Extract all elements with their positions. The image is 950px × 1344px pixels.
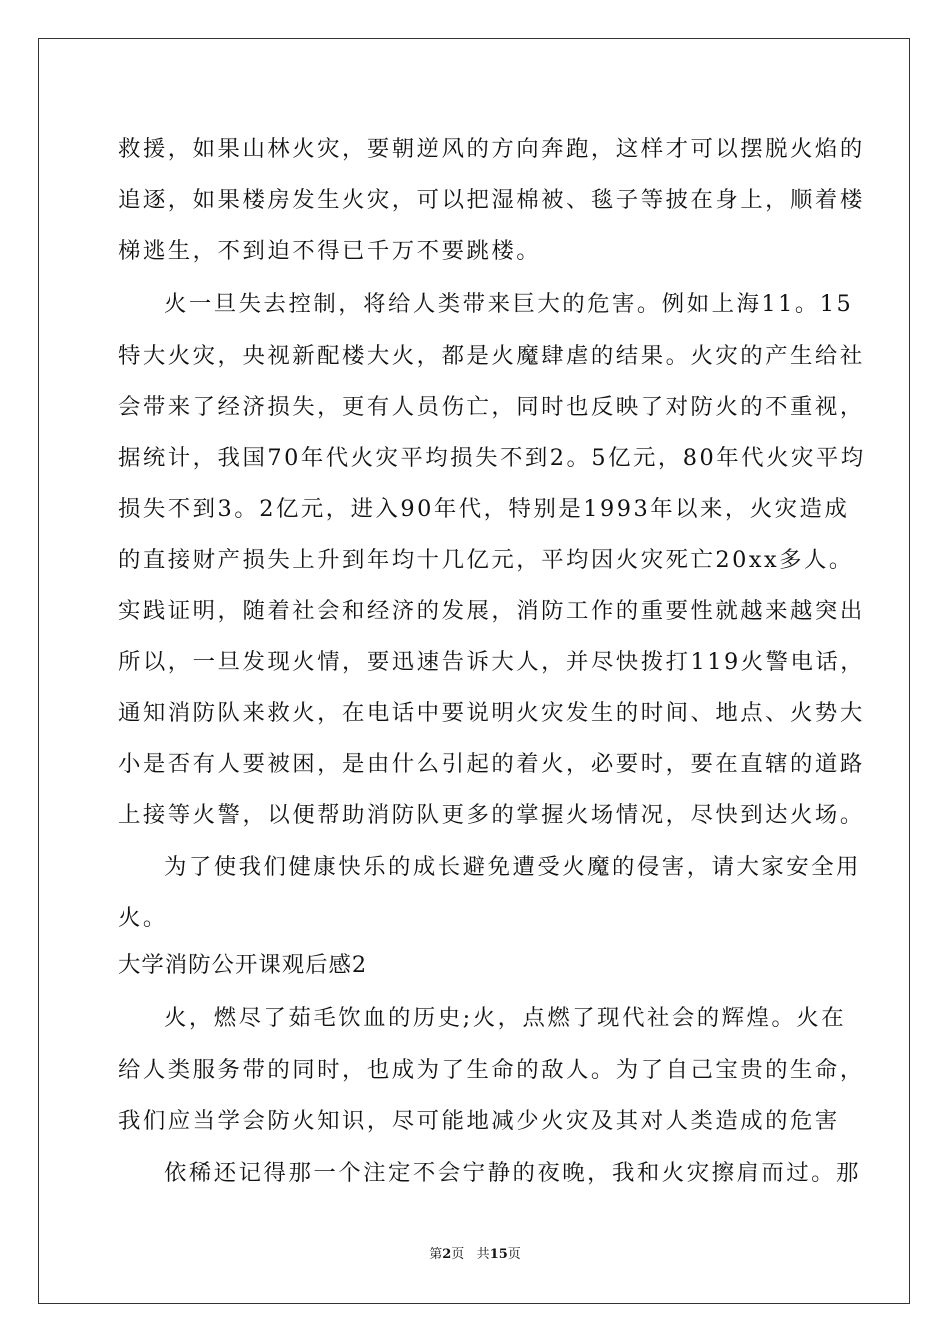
footer-total-suffix: 页: [507, 1247, 521, 1262]
footer-total-prefix: 共: [476, 1247, 490, 1262]
paragraph-line: 追逐，如果楼房发生火灾，可以把湿棉被、毯子等披在身上，顺着楼: [118, 187, 865, 213]
paragraph-line: 的直接财产损失上升到年均十几亿元，平均因火灾死亡20xx多人。: [118, 547, 854, 573]
page-footer: [0, 1247, 950, 1263]
paragraph-line: 会带来了经济损失，更有人员伤亡，同时也反映了对防火的不重视，: [118, 394, 865, 420]
paragraph-line: 上接等火警，以便帮助消防队更多的掌握火场情况，尽快到达火场。: [118, 802, 865, 828]
section-heading: 大学消防公开课观后感2: [118, 952, 368, 978]
paragraph-line: 火。: [118, 905, 168, 931]
footer-prefix: 第: [429, 1247, 443, 1262]
paragraph-line: 通知消防队来救火，在电话中要说明火灾发生的时间、地点、火势大: [118, 700, 865, 726]
paragraph-line: 损失不到3。2亿元，进入90年代，特别是1993年以来，火灾造成: [118, 496, 850, 522]
paragraph-line: 救援，如果山林火灾，要朝逆风的方向奔跑，这样才可以摆脱火焰的: [118, 136, 865, 162]
paragraph-line: 依稀还记得那一个注定不会宁静的夜晚，我和火灾擦肩而过。那: [164, 1160, 861, 1186]
paragraph-line: 为了使我们健康快乐的成长避免遭受火魔的侵害，请大家安全用: [164, 854, 861, 880]
paragraph-line: 梯逃生，不到迫不得已千万不要跳楼。: [118, 238, 542, 264]
total-pages: 15: [489, 1247, 508, 1262]
footer-page-suffix: 页: [451, 1247, 465, 1262]
paragraph-line: 我们应当学会防火知识，尽可能地减少火灾及其对人类造成的危害: [118, 1108, 840, 1134]
page-number: 2: [442, 1247, 452, 1262]
paragraph-line: 所以，一旦发现火情，要迅速告诉大人，并尽快拨打119火警电话，: [118, 649, 866, 675]
paragraph-line: 小是否有人要被困，是由什么引起的着火，必要时，要在直辖的道路: [118, 751, 865, 777]
paragraph-line: 火一旦失去控制，将给人类带来巨大的危害。例如上海11。15: [164, 291, 854, 317]
paragraph-line: 据统计，我国70年代火灾平均损失不到2。5亿元，80年代火灾平均: [118, 445, 866, 471]
paragraph-line: 实践证明，随着社会和经济的发展，消防工作的重要性就越来越突出: [118, 598, 865, 624]
paragraph-line: 特大火灾，央视新配楼大火，都是火魔肆虐的结果。火灾的产生给社: [118, 343, 865, 369]
paragraph-line: 火，燃尽了茹毛饮血的历史;火，点燃了现代社会的辉煌。火在: [164, 1005, 847, 1031]
paragraph-line: 给人类服务带的同时，也成为了生命的敌人。为了自己宝贵的生命，: [118, 1057, 865, 1083]
